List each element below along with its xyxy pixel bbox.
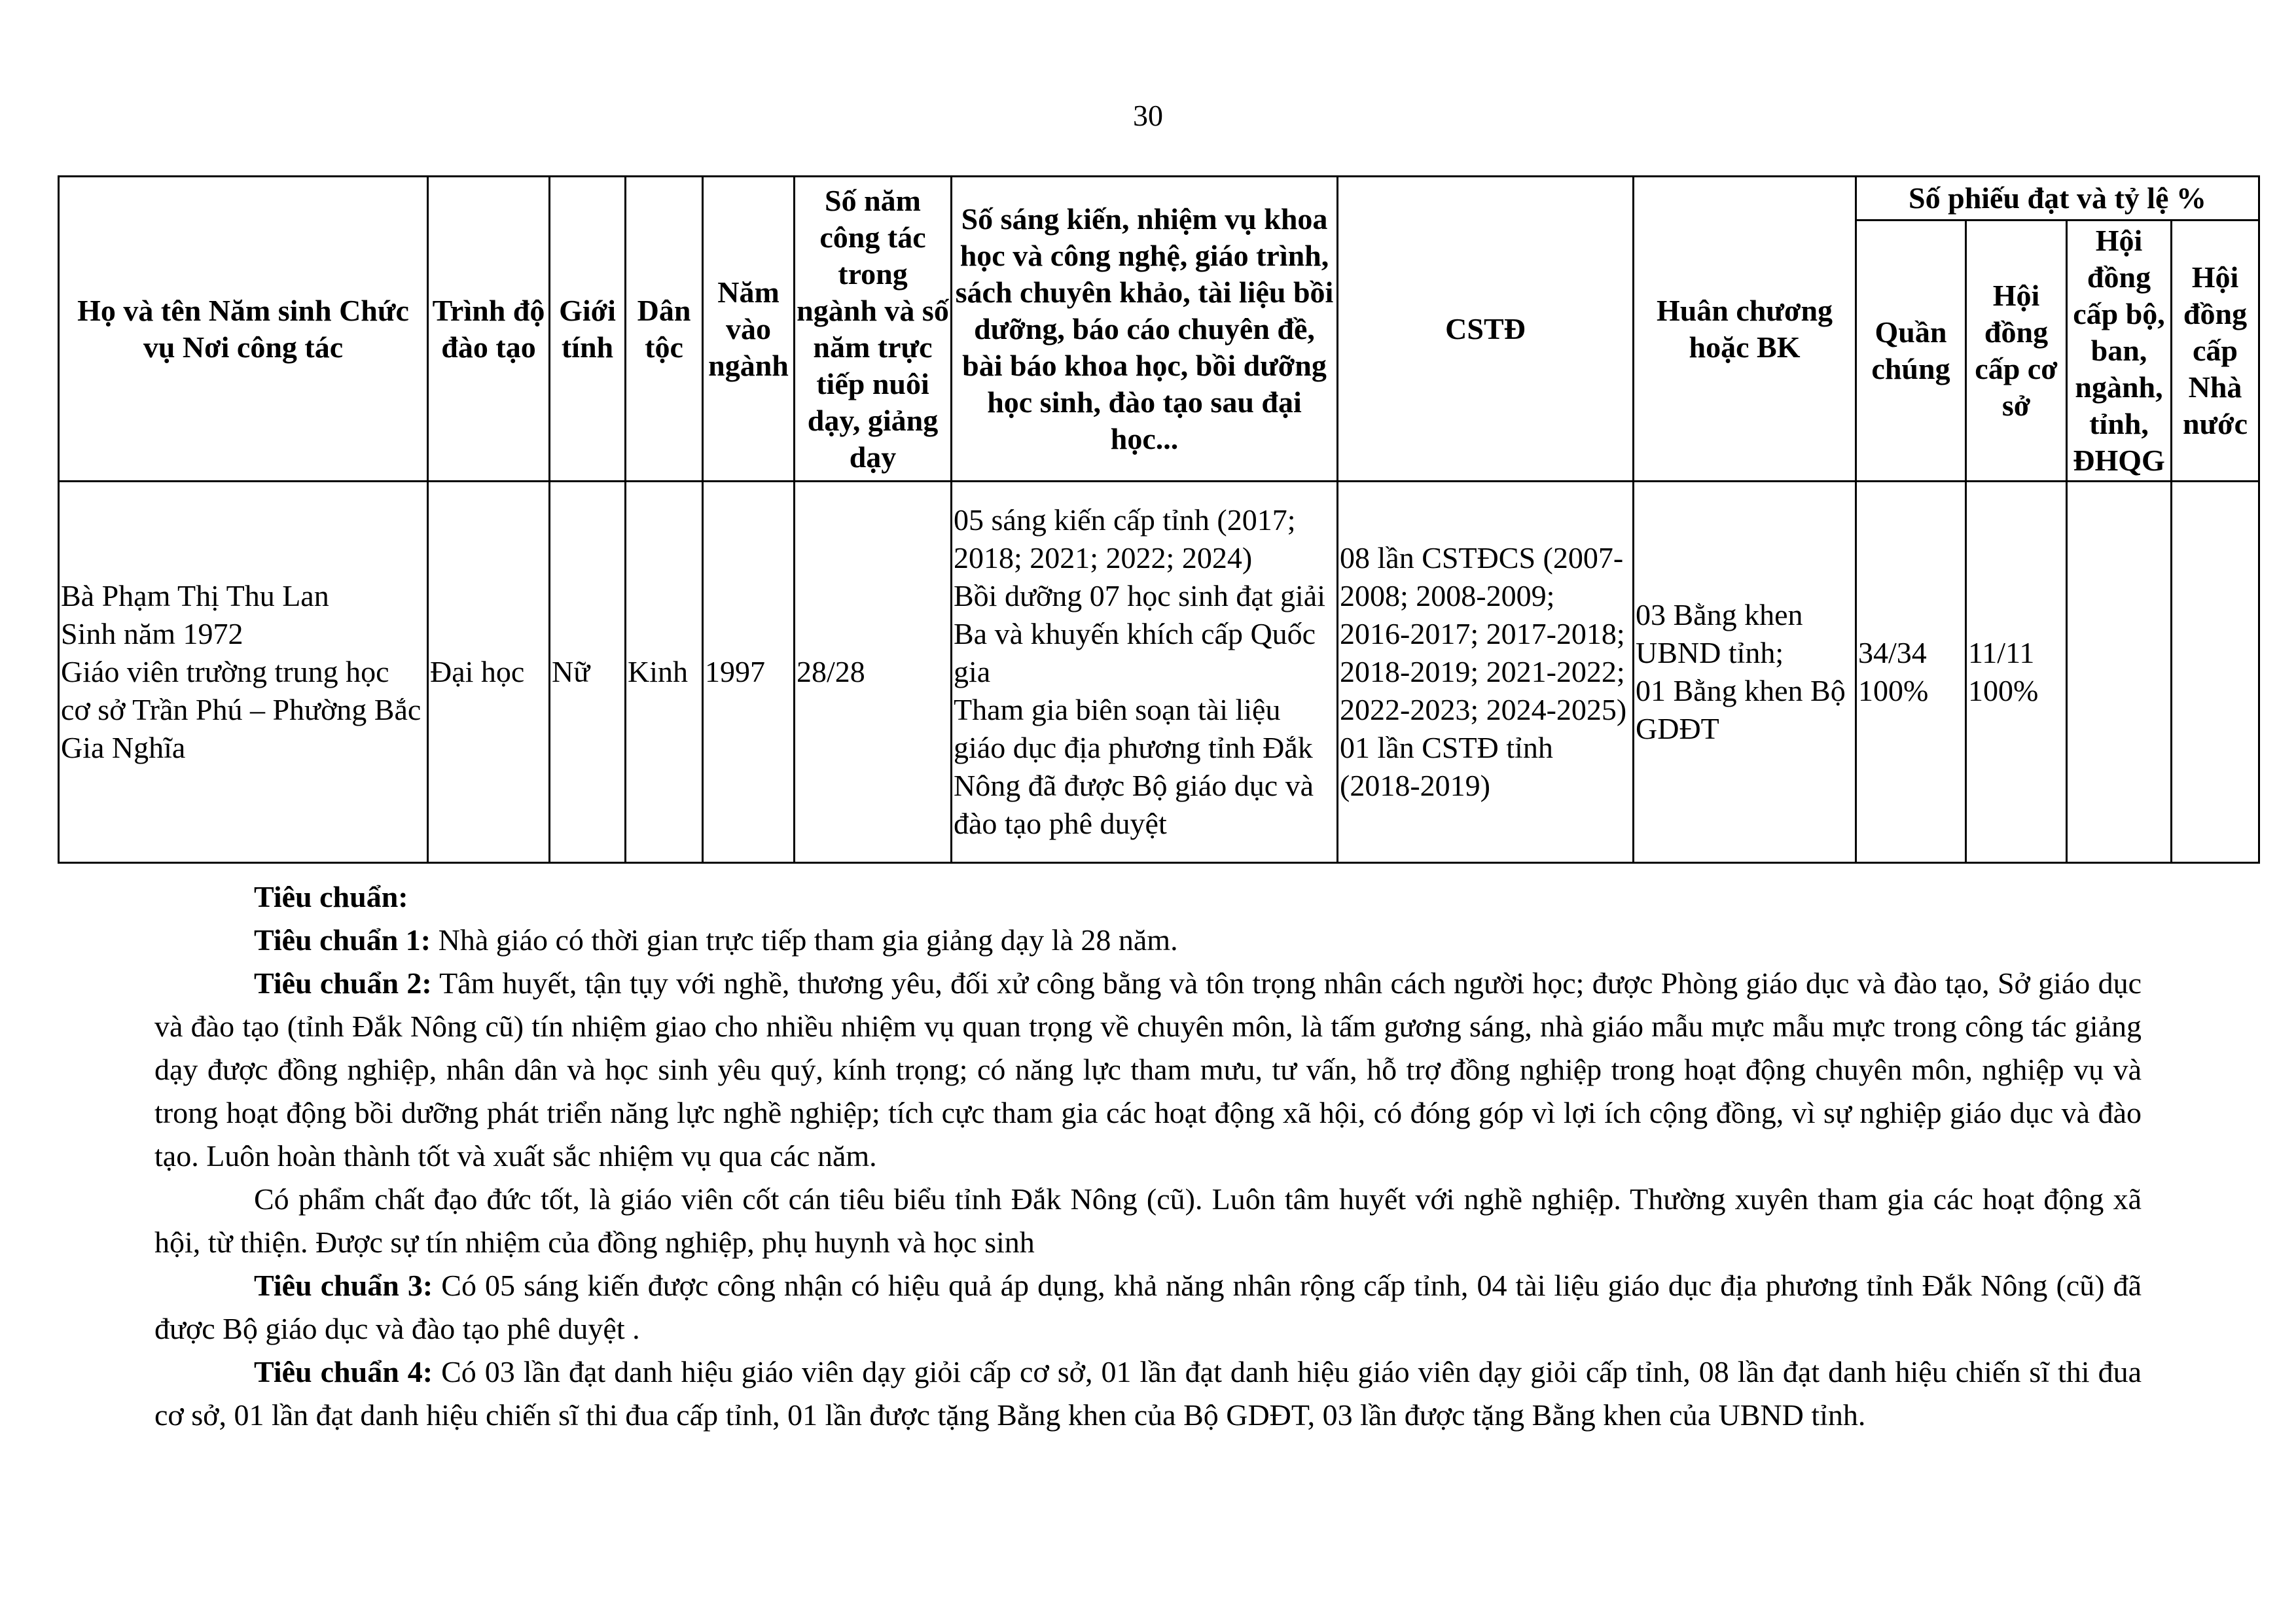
header-start-year: Năm vào ngành xyxy=(703,177,795,482)
header-votes-group: Số phiếu đạt và tỷ lệ % xyxy=(1856,177,2259,221)
header-cstd: CSTĐ xyxy=(1338,177,1634,482)
criteria-section xyxy=(154,875,2142,1437)
cell-ethnicity: Kinh xyxy=(626,482,703,863)
cell-votes-ministry xyxy=(2067,482,2172,863)
votes-public-percent: 100% xyxy=(1858,674,1929,707)
cstd-line: 01 lần CSTĐ tỉnh (2018-2019) xyxy=(1340,731,1553,802)
header-votes-public: Quần chúng xyxy=(1856,221,1966,482)
criteria-2-text: Tâm huyết, tận tụy với nghề, thương yêu, đối xử công bằng và tôn trọng nhân cách người học; được Phòng giáo dục và đào tạo, Sở giáo dục và đào tạo (tỉnh Đắk Nông cũ) tín nhiệm giao cho nhiều nhiệm vụ quan trọng về chuyên môn, là tấm gương sáng, nhà giáo mẫu mực mẫu mực trong công tác giảng dạy được đồng nghiệp, nhân dân và học sinh yêu quý, kính trọng; có năng lực tham mưu, tư vấn, hỗ trợ đồng nghiệp trong hoạt động chuyên môn, nghiệp vụ và trong hoạt động bồi dưỡng phát triển năng lực nghề nghiệp; tích cực tham gia các hoạt động xã hội, có đóng góp vì lợi ích cộng đồng, vì sự nghiệp giáo dục và đào tạo. Luôn hoàn thành tốt và xuất sắc nhiệm vụ qua các năm. xyxy=(154,966,2142,1173)
criteria-2-label: Tiêu chuẩn 2: xyxy=(254,966,432,1000)
criteria-3-text: Có 05 sáng kiến được công nhận có hiệu quả áp dụng, khả năng nhân rộng cấp tỉnh, 04 tài liệu giáo dục địa phương tỉnh Đắk Nông (cũ) đã được Bộ giáo dục và đào tạo phê duyệt . xyxy=(154,1269,2142,1345)
criteria-2 xyxy=(154,962,2142,1178)
cell-votes-state xyxy=(2172,482,2259,863)
header-initiatives: Số sáng kiến, nhiệm vụ khoa học và công nghệ, giáo trình, sách chuyên khảo, tài liệu bồi dưỡng, báo cáo chuyên đề, bài báo khoa học, bồi dưỡng học sinh, đào tạo sau đại học... xyxy=(952,177,1338,482)
criteria-2-extra: Có phẩm chất đạo đức tốt, là giáo viên cốt cán tiêu biểu tỉnh Đắk Nông (cũ). Luôn tâm huyết với nghề nghiệp. Thường xuyên tham gia các hoạt động xã hội, từ thiện. Được sự tín nhiệm của đồng nghiệp, phụ huynh và học sinh xyxy=(154,1182,2142,1259)
position-line: Giáo viên trường trung học cơ sở Trần Phú – Phường Bắc Gia Nghĩa xyxy=(61,655,422,764)
header-votes-ministry: Hội đồng cấp bộ, ban, ngành, tỉnh, ĐHQG xyxy=(2067,221,2172,482)
name-line: Bà Phạm Thị Thu Lan xyxy=(61,579,329,612)
cell-medals xyxy=(1634,482,1856,863)
page-number: 30 xyxy=(1133,99,1163,132)
criteria-1-text: Nhà giáo có thời gian trực tiếp tham gia giảng dạy là 28 năm. xyxy=(431,923,1178,957)
cell-initiatives xyxy=(952,482,1338,863)
header-votes-base: Hội đồng cấp cơ sở xyxy=(1966,221,2067,482)
cell-votes-public xyxy=(1856,482,1966,863)
header-votes-state: Hội đồng cấp Nhà nước xyxy=(2172,221,2259,482)
cell-votes-base xyxy=(1966,482,2067,863)
cell-start-year: 1997 xyxy=(703,482,795,863)
cell-gender: Nữ xyxy=(550,482,626,863)
cell-years: 28/28 xyxy=(795,482,952,863)
header-gender: Giới tính xyxy=(550,177,626,482)
table-row xyxy=(59,482,2259,863)
initiative-line: 05 sáng kiến cấp tỉnh (2017; 2018; 2021; 2022; 2024) xyxy=(954,503,1296,574)
criteria-1-label: Tiêu chuẩn 1: xyxy=(254,923,431,957)
cell-cstd xyxy=(1338,482,1634,863)
initiative-line: Bồi dưỡng 07 học sinh đạt giải Ba và khuyến khích cấp Quốc gia xyxy=(954,579,1325,688)
criteria-3 xyxy=(154,1264,2142,1350)
criteria-1 xyxy=(154,919,2142,962)
header-medals: Huân chương hoặc BK xyxy=(1634,177,1856,482)
header-years: Số năm công tác trong ngành và số năm trực tiếp nuôi dạy, giảng dạy xyxy=(795,177,952,482)
votes-base-count: 11/11 xyxy=(1968,636,2035,669)
votes-public-count: 34/34 xyxy=(1858,636,1927,669)
header-degree: Trình độ đào tạo xyxy=(428,177,550,482)
criteria-4-text: Có 03 lần đạt danh hiệu giáo viên dạy giỏi cấp cơ sở, 01 lần đạt danh hiệu giáo viên dạy giỏi cấp tỉnh, 08 lần đạt danh hiệu chiến sĩ thi đua cơ sở, 01 lần đạt danh hiệu chiến sĩ thi đua cấp tỉnh, 01 lần được tặng Bằng khen của Bộ GDĐT, 03 lần được tặng Bằng khen của UBND tỉnh. xyxy=(154,1355,2142,1432)
nominee-table xyxy=(58,175,2260,864)
birth-line: Sinh năm 1972 xyxy=(61,617,243,650)
cstd-line: 08 lần CSTĐCS (2007-2008; 2008-2009; 2016-2017; 2017-2018; 2018-2019; 2021-2022; 2022-2023; 2024-2025) xyxy=(1340,541,1627,726)
criteria-3-label: Tiêu chuẩn 3: xyxy=(254,1269,433,1302)
criteria-4 xyxy=(154,1350,2142,1437)
medal-line: 01 Bằng khen Bộ GDĐT xyxy=(1636,674,1846,745)
header-ethnicity: Dân tộc xyxy=(626,177,703,482)
initiative-line: Tham gia biên soạn tài liệu giáo dục địa phương tỉnh Đắk Nông đã được Bộ giáo dục và đào tạo phê duyệt xyxy=(954,693,1314,840)
criteria-4-label: Tiêu chuẩn 4: xyxy=(254,1355,433,1388)
medal-line: 03 Bằng khen UBND tỉnh; xyxy=(1636,598,1803,669)
header-name: Họ và tên Năm sinh Chức vụ Nơi công tác xyxy=(59,177,428,482)
votes-base-percent: 100% xyxy=(1968,674,2039,707)
cell-name xyxy=(59,482,428,863)
cell-degree: Đại học xyxy=(428,482,550,863)
criteria-heading: Tiêu chuẩn: xyxy=(254,880,408,913)
